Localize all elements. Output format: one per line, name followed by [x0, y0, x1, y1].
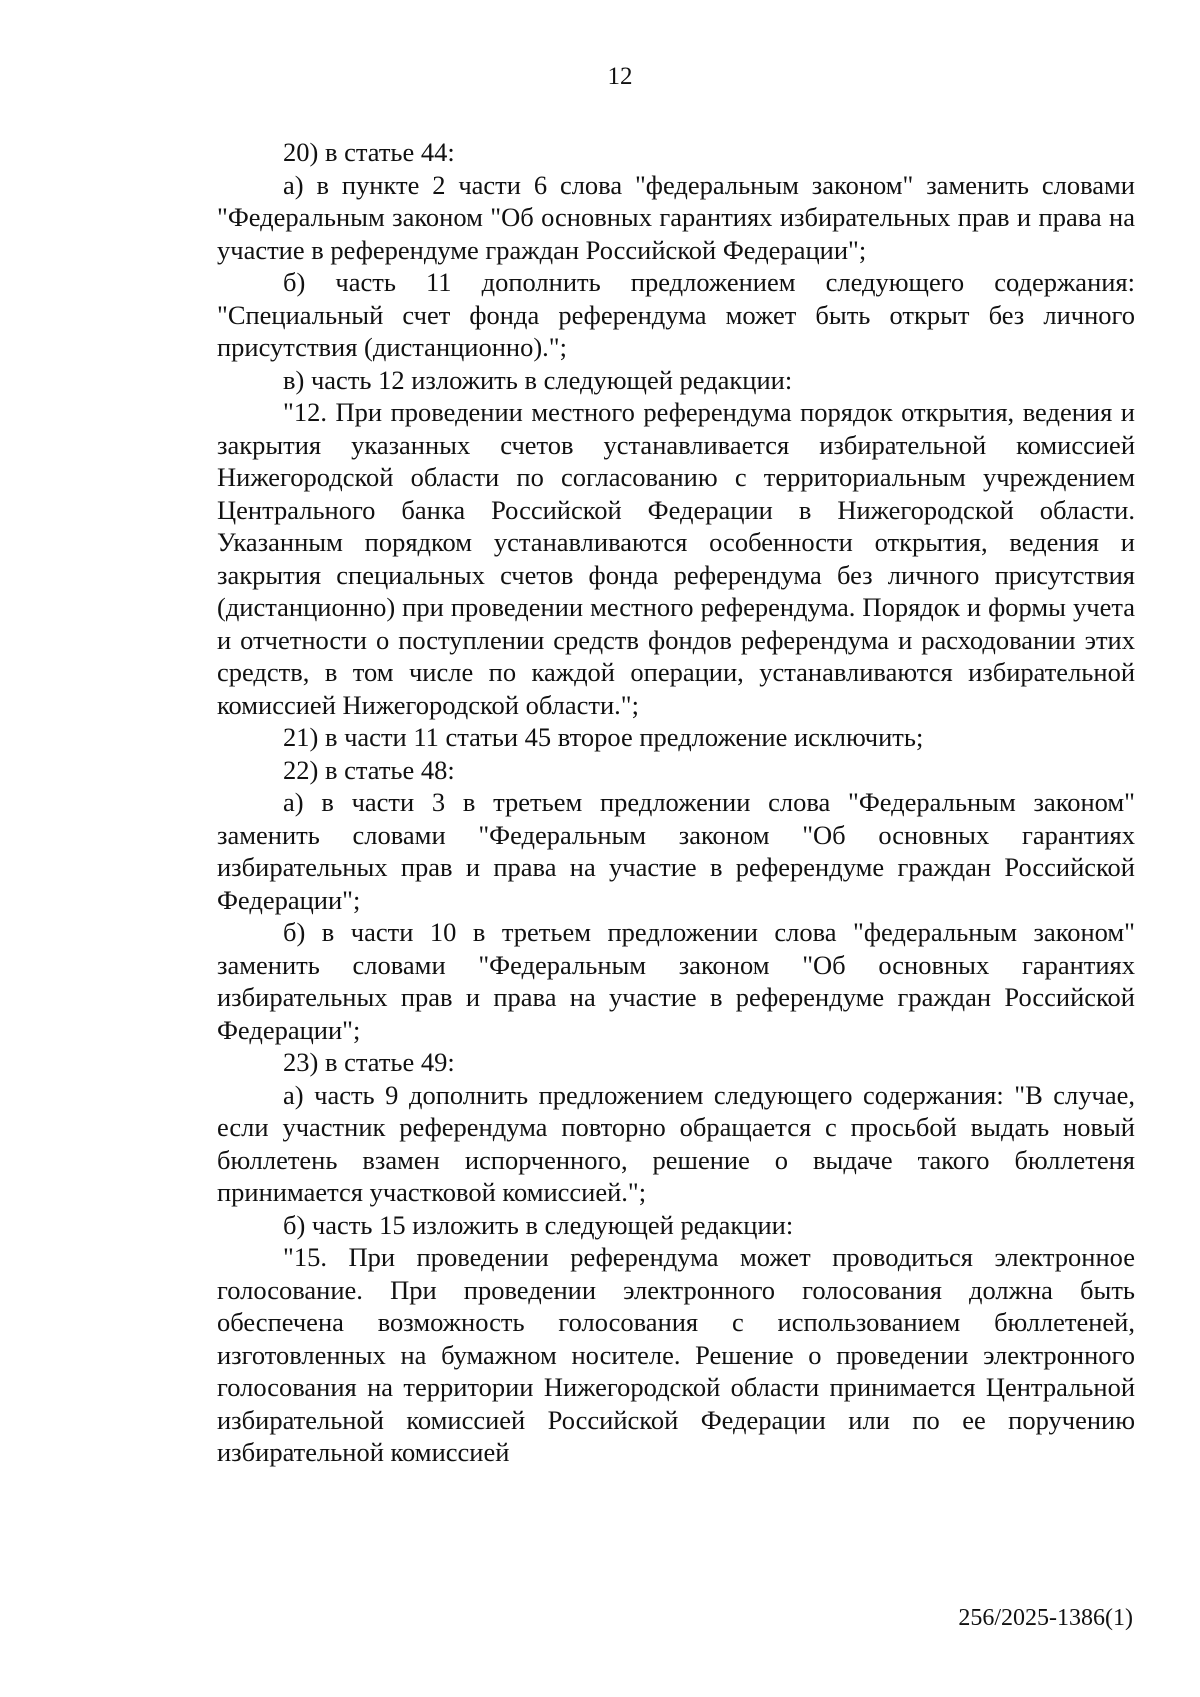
document-number: 256/2025-1386(1) [958, 1605, 1133, 1631]
page-number: 12 [607, 63, 633, 90]
paragraph-item-22a: а) в части 3 в третьем предложении слова "Федеральным законом" заменить словами "Федеральным законом "Об основных гарантиях избирательных прав и права на участие в референдуме граждан Российской Федерации"; [217, 787, 1135, 915]
paragraph-item-22: 22) в статье 48: [283, 754, 455, 785]
paragraph-item-23: 23) в статье 49: [283, 1047, 455, 1077]
paragraph-quote-part-15: "15. При проведении референдума может проводиться электронное голосование. При проведении электронного голосования должна быть обеспечена возможность голосования с использованием бюллетеней, изготовленных на бумажном носителе. Решение о проведении электронного голосования на территории Нижегородской области принимается Центральной избирательной комиссией Российской Федерации или по ее поручению избирательной комиссией [217, 1242, 1135, 1467]
paragraph-item-23a: а) часть 9 дополнить предложением следующего содержания: "В случае, если участник референдума повторно обращается с просьбой выдать новый бюллетень взамен испорченного, решение о выдаче такого бюллетеня принимается участковой комиссией."; [217, 1079, 1135, 1207]
document-body [217, 136, 1135, 1469]
paragraph-quote-part-12: "12. При проведении местного референдума порядок открытия, ведения и закрытия указанных счетов устанавливается избирательной комиссией Нижегородской области по согласованию с территориальным учреждением Центрального банка Российской Федерации в Нижегородской области. Указанным порядком устанавливаются особенности открытия, ведения и закрытия специальных счетов фонда референдума без личного присутствия (дистанционно) при проведении местного референдума. Порядок и формы учета и отчетности о поступлении средств фондов референдума и расходовании этих средств, в том числе по каждой операции, устанавливаются избирательной комиссией Нижегородской области."; [217, 397, 1135, 720]
paragraph-item-20v: в) часть 12 изложить в следующей редакции: [283, 364, 793, 395]
paragraph-item-23b: б) часть 15 изложить в следующей редакции: [283, 1209, 794, 1240]
paragraph-item-22b: б) в части 10 в третьем предложении слова "федеральным законом" заменить словами "Федеральным законом "Об основных гарантиях избирательных прав и права на участие в референдуме граждан Российской Федерации"; [217, 917, 1135, 1045]
paragraph-item-20a: а) в пункте 2 части 6 слова "федеральным законом" заменить словами "Федеральным законом "Об основных гарантиях избирательных прав и права на участие в референдуме граждан Российской Федерации"; [217, 169, 1135, 265]
paragraph-item-20b: б) часть 11 дополнить предложением следующего содержания: "Специальный счет фонда референдума может быть открыт без личного присутствия (дистанционно)."; [217, 267, 1135, 362]
paragraph-item-21: 21) в части 11 статьи 45 второе предложение исключить; [283, 722, 924, 752]
paragraph-item-20: 20) в статье 44: [283, 137, 455, 167]
